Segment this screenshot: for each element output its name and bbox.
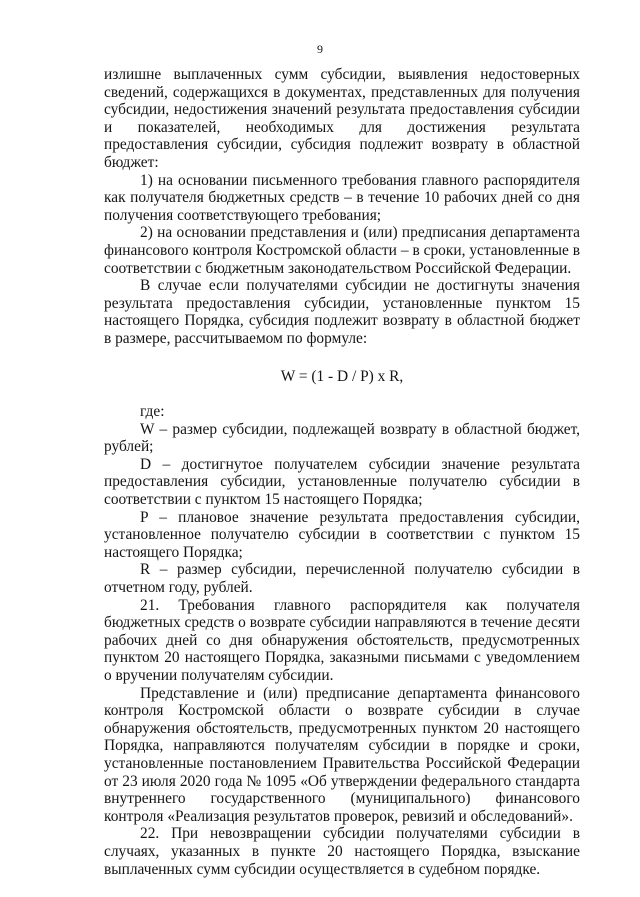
paragraph-item-2: 2) на основании представления и (или) предписания департамента финансового контроля Костромской области – в сроки, установленные в соответствии с бюджетным законодательством Российской Федерации. [104, 224, 580, 277]
document-body [104, 66, 580, 878]
formula: W = (1 - D / P) x R, [280, 367, 404, 385]
paragraph-22: 22. При невозвращении субсидии получателями субсидии в случаях, указанных в пункте 20 настоящего Порядка, взыскание выплаченных сумм субсидии осуществляется в судебном порядке. [104, 825, 580, 878]
definition-p: P – плановое значение результата предоставления субсидии, установленное получателю субсидии в соответствии с пунктом 15 настоящего Порядка; [104, 508, 580, 561]
paragraph-21: 21. Требования главного распорядителя как получателя бюджетных средств о возврате субсидии направляются в течение десяти рабочих дней со дня обнаружения обстоятельств, предусмотренных пунктом 20 настоящего Порядка, заказными письмами с уведомлением о вручении получателям субсидии. [104, 596, 580, 684]
paragraph-representation: Представление и (или) предписание департамента финансового контроля Костромской области о возврате субсидии в случае обнаружения обстоятельств, предусмотренных пунктом 20 настоящего Порядка, направляются получателям субсидии в порядке и сроки, установленные постановлением Правительства Российской Федерации от 23 июля 2020 года № 1095 «Об утверждении федерального стандарта внутреннего государственного (муниципального) финансового контроля «Реализация результатов проверок, ревизий и обследований». [104, 684, 580, 825]
definition-w: W – размер субсидии, подлежащей возврату в областной бюджет, рублей; [104, 420, 580, 456]
paragraph-formula-intro: В случае если получателями субсидии не достигнуты значения результата предоставления субсидии, установленные пунктом 15 настоящего Порядка, субсидия подлежит возврату в областной бюджет в размере, рассчитываемом по формуле: [104, 277, 580, 347]
paragraph-item-1: 1) на основании письменного требования главного распорядителя как получателя бюджетных средств – в течение 10 рабочих дней со дня получения соответствующего требования; [104, 171, 580, 224]
paragraph-continuation: излишне выплаченных сумм субсидии, выявления недостоверных сведений, содержащихся в документах, представленных для получения субсидии, недостижения значений результата предоставления субсидии и показателей, необходимых для достижения результата предоставления субсидии, субсидия подлежит возврату в областной бюджет: [104, 66, 580, 171]
where-label: где: [140, 403, 165, 421]
definition-d: D – достигнутое получателем субсидии значение результата предоставления субсидии, установленные получателю субсидии в соответствии с пунктом 15 настоящего Порядка; [104, 455, 580, 509]
definition-r: R – размер субсидии, перечисленной получателю субсидии в отчетном году, рублей. [104, 561, 580, 597]
page-number: 9 [317, 42, 323, 56]
